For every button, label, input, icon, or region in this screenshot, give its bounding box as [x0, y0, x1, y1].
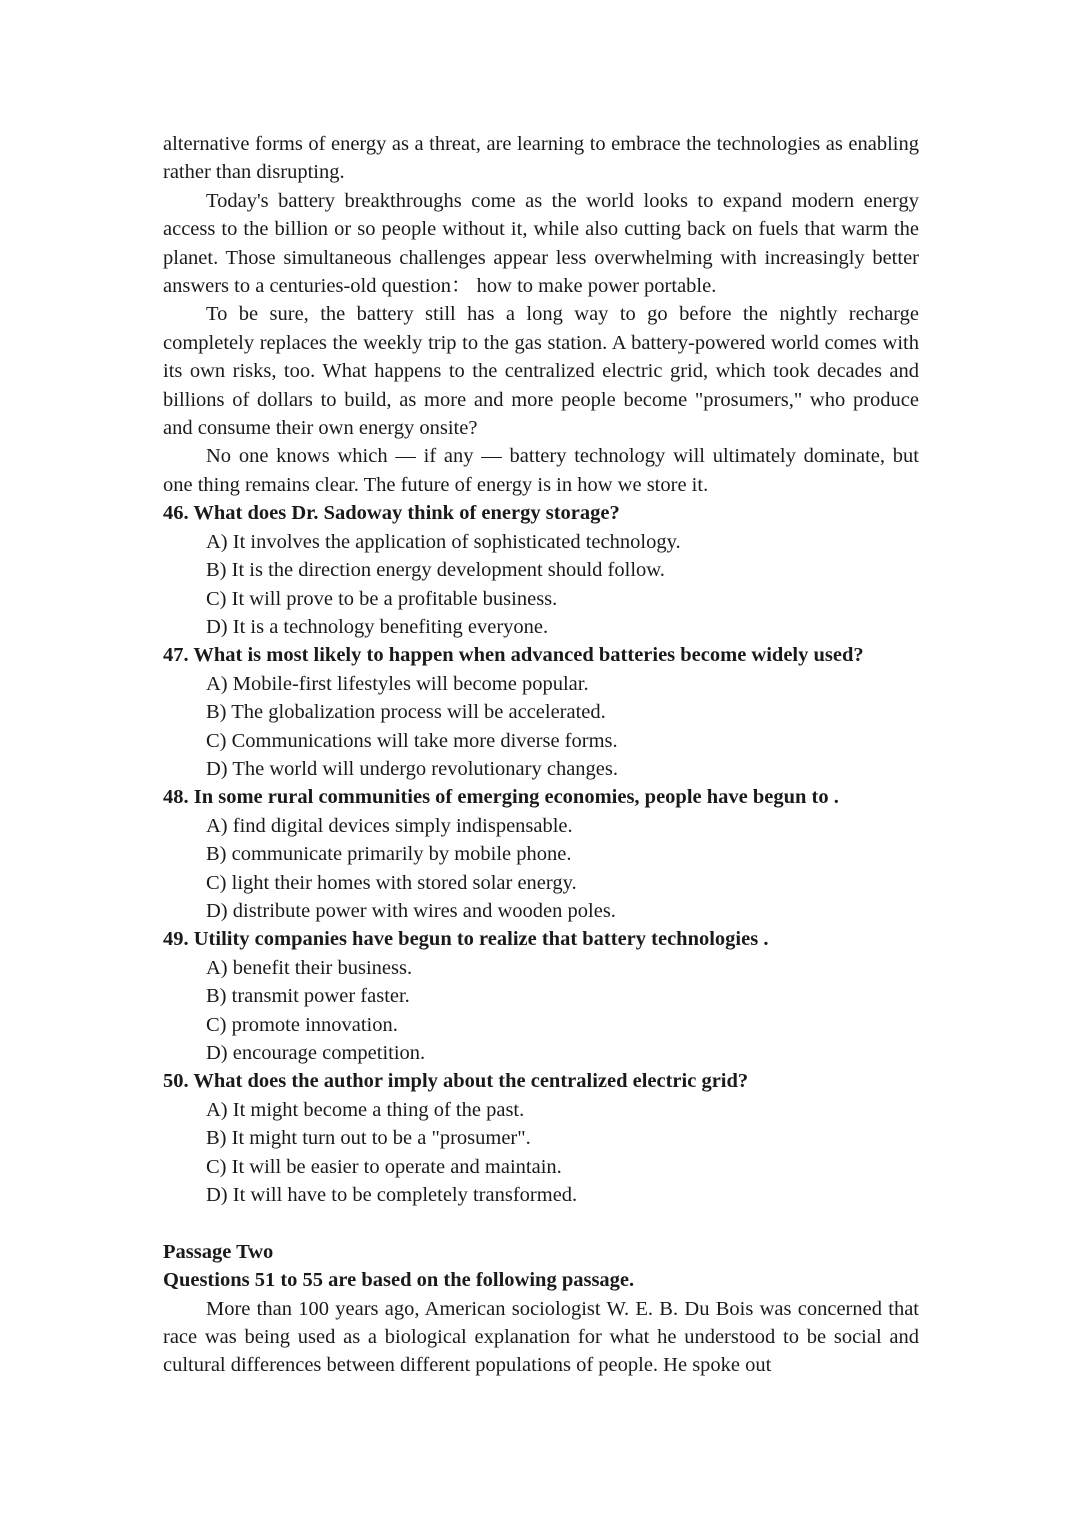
question-block: [163, 925, 919, 1067]
answer-option: B) The globalization process will be accelerated.: [206, 701, 606, 724]
answer-option: D) It will have to be completely transformed.: [206, 1184, 578, 1207]
question-block: [163, 641, 919, 783]
passage-paragraph: No one knows which — if any — battery technology will ultimately dominate, but one thing remains clear. The future of energy is in how we store it.: [163, 445, 919, 496]
document-page: [163, 130, 919, 1380]
question-stem: 47. What is most likely to happen when advanced batteries become widely used?: [163, 644, 864, 667]
passage-two-paragraph: More than 100 years ago, American sociologist W. E. B. Du Bois was concerned that race was being used as a biological explanation for what he understood to be social and cultural differences between different populations of people. He spoke out: [163, 1297, 919, 1377]
answer-option: A) benefit their business.: [206, 956, 413, 979]
answer-option: A) find digital devices simply indispensable.: [206, 814, 573, 837]
answer-option: C) It will prove to be a profitable business.: [206, 587, 558, 610]
question-stem: 49. Utility companies have begun to realize that battery technologies .: [163, 928, 769, 951]
question-block: [163, 783, 919, 925]
passage-two-instruction: Questions 51 to 55 are based on the following passage.: [163, 1269, 635, 1292]
answer-option: C) Communications will take more diverse forms.: [206, 729, 618, 752]
question-block: [163, 499, 919, 641]
answer-option: D) It is a technology benefiting everyone.: [206, 615, 549, 638]
passage-paragraph: alternative forms of energy as a threat, are learning to embrace the technologies as enabling rather than disrupting.: [163, 133, 919, 184]
question-list: [163, 499, 919, 1209]
answer-option: B) communicate primarily by mobile phone.: [206, 843, 572, 866]
answer-option: B) It is the direction energy development should follow.: [206, 559, 665, 582]
answer-option: D) distribute power with wires and wooden poles.: [206, 899, 616, 922]
passage-paragraph: Today's battery breakthroughs come as the world looks to expand modern energy access to the billion or so people without it, while also cutting back on fuels that warm the planet. Those simultaneous challenges appear less overwhelming with increasingly better answers to a centuries-old question： how to make power portable.: [163, 189, 919, 298]
answer-option: D) The world will undergo revolutionary changes.: [206, 757, 618, 780]
answer-option: B) transmit power faster.: [206, 985, 410, 1008]
answer-option: A) It involves the application of sophisticated technology.: [206, 530, 681, 553]
answer-option: A) Mobile-first lifestyles will become popular.: [206, 672, 589, 695]
section-spacer: [163, 1209, 919, 1237]
answer-option: A) It might become a thing of the past.: [206, 1098, 525, 1121]
question-block: [163, 1067, 919, 1209]
answer-option: D) encourage competition.: [206, 1042, 426, 1064]
answer-option: C) promote innovation.: [206, 1013, 398, 1036]
question-stem: 46. What does Dr. Sadoway think of energy storage?: [163, 502, 620, 525]
question-stem: 48. In some rural communities of emerging economies, people have begun to .: [163, 786, 839, 809]
answer-option: C) light their homes with stored solar energy.: [206, 871, 577, 894]
passage-paragraph: To be sure, the battery still has a long way to go before the nightly recharge completely replaces the weekly trip to the gas station. A battery-powered world comes with its own risks, too. What happens to the centralized electric grid, which took decades and billions of dollars to build, as more and more people become "prosumers," who produce and consume their own energy onsite?: [163, 303, 919, 440]
answer-option: B) It might turn out to be a "prosumer".: [206, 1127, 531, 1150]
answer-option: C) It will be easier to operate and maintain.: [206, 1155, 562, 1178]
question-stem: 50. What does the author imply about the centralized electric grid?: [163, 1070, 749, 1093]
passage-one: [163, 130, 919, 499]
passage-two-title: Passage Two: [163, 1240, 274, 1263]
